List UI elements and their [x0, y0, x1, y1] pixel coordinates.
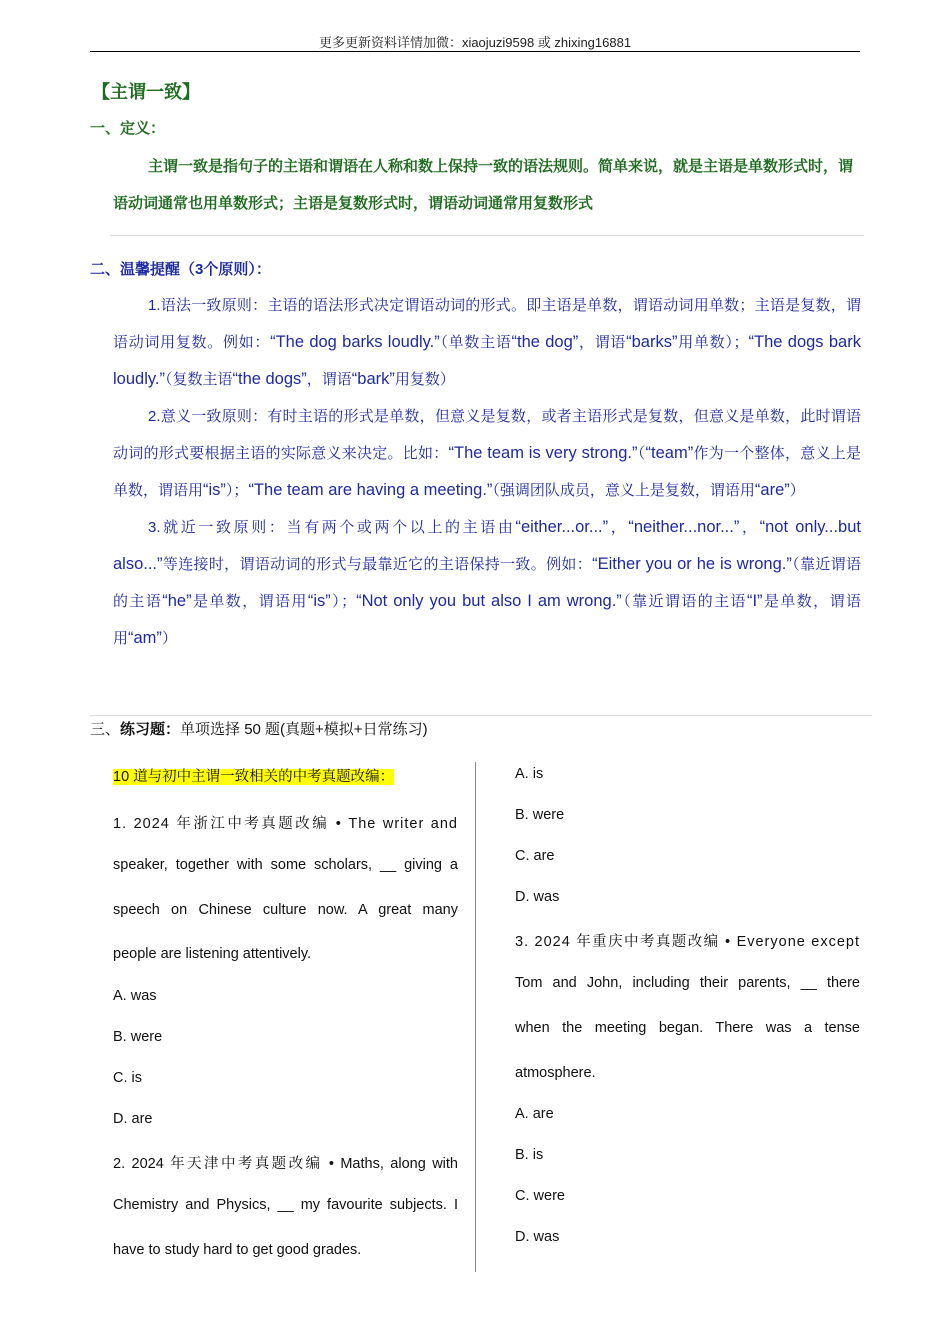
q2-line-2: Chemistry and Physics, __ my favourite subjects. I — [113, 1197, 458, 1213]
column-divider — [475, 762, 476, 1272]
q3-option-a[interactable]: A. are — [515, 1106, 554, 1122]
section1-heading: 一、定义： — [90, 120, 166, 137]
section2-heading: 二、温馨提醒（3个原则）： — [90, 261, 271, 278]
section3-desc: 单项选择 50 题(真题+模拟+日常练习) — [180, 721, 428, 738]
section3-label: 练习题： — [120, 721, 181, 738]
q1-line-1: 1. 2024 年浙江中考真题改编 • The writer and — [113, 816, 458, 832]
section3-prefix: 三、 — [90, 721, 121, 738]
q2-line-3: have to study hard to get good grades. — [113, 1242, 362, 1258]
page-header: 更多更新资料详情加微：xiaojuzi9598 或 zhixing16881 — [318, 35, 632, 50]
q1-option-b[interactable]: B. were — [113, 1029, 163, 1045]
q1-option-d[interactable]: D. are — [113, 1111, 153, 1127]
page-title: 【主谓一致】 — [92, 82, 200, 102]
q3-option-b[interactable]: B. is — [515, 1147, 544, 1163]
q3-option-d[interactable]: D. was — [515, 1229, 560, 1245]
principle-3: 3.就近一致原则：当有两个或两个以上的主语由“either...or...”，“neither...nor...”，“not only...but also...”等连接时，谓语动词的形式与最靠近它的主语保持一致。例如：“Either you or he is wrong.”（靠近谓语的主语“he”是单数，谓语用“is”）；“Not only you but also I am wrong.”（靠近谓语的主语“I”是单数，谓语用“am”） — [113, 518, 861, 647]
q1-option-c[interactable]: C. is — [113, 1070, 142, 1086]
definition-text: 主谓一致是指句子的主语和谓语在人称和数上保持一致的语法规则。简单来说，就是主语是单数形式时，谓语动词通常也用单数形式；主语是复数形式时，谓语动词通常用复数形式 — [113, 158, 854, 212]
principle-2: 2.意义一致原则：有时主语的形式是单数，但意义是复数，或者主语形式是复数，但意义是单数，此时谓语动词的形式要根据主语的实际意义来决定。比如：“The team is very strong.”（“team”作为一个整体，意义上是单数，谓语用“is”）；“The team are having a meeting.”（强调团队成员，意义上是复数，谓语用“are”） — [113, 408, 861, 499]
left-column — [113, 0, 458, 1344]
q1-line-4: people are listening attentively. — [113, 946, 312, 962]
q2-line-1: 2. 2024 年天津中考真题改编 • Maths, along with — [113, 1156, 458, 1172]
q2-option-b[interactable]: B. were — [515, 807, 565, 823]
q1-line-3: speech on Chinese culture now. A great many — [113, 902, 458, 918]
q3-line-4: atmosphere. — [515, 1065, 596, 1081]
q3-option-c[interactable]: C. were — [515, 1188, 565, 1204]
q1-line-2: speaker, together with some scholars, __ giving a — [113, 857, 458, 873]
q1-option-a[interactable]: A. was — [113, 988, 157, 1004]
q2-option-c[interactable]: C. are — [515, 848, 555, 864]
principle-1: 1.语法一致原则：主语的语法形式决定谓语动词的形式。即主语是单数，谓语动词用单数；主语是复数，谓语动词用复数。例如：“The dog barks loudly.”（单数主语“the dog”，谓语“barks”用单数）；“The dogs bark loudly.”（复数主语“the dogs”，谓语“bark”用复数） — [113, 297, 861, 388]
q3-line-3: when the meeting began. There was a tense — [515, 1020, 860, 1036]
q3-line-2: Tom and John, including their parents, __ there — [515, 975, 860, 991]
right-column — [515, 0, 860, 1344]
q3-line-1: 3. 2024 年重庆中考真题改编 • Everyone except — [515, 934, 860, 950]
q2-option-a[interactable]: A. is — [515, 766, 544, 782]
highlight-note: 10 道与初中主谓一致相关的中考真题改编： — [113, 769, 395, 785]
q2-option-d[interactable]: D. was — [515, 889, 560, 905]
